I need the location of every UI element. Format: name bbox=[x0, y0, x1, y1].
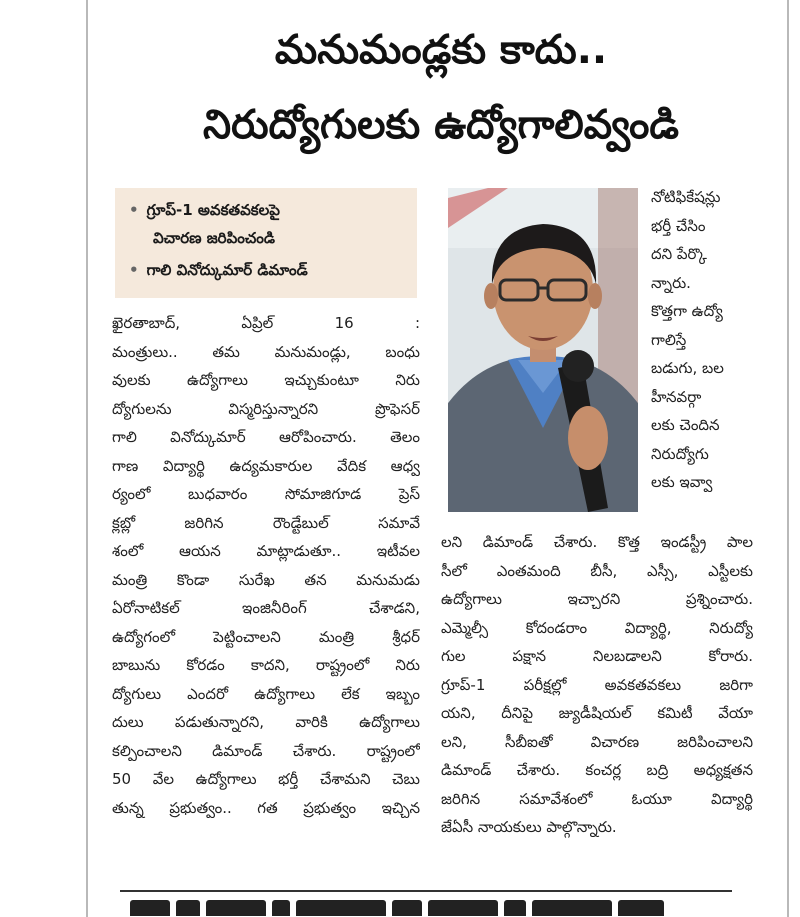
article-line: న్నారు. bbox=[651, 273, 691, 292]
article-line: 50 వేల ఉద్యోగాలు భర్తీ చేశామని చెబు bbox=[112, 770, 420, 788]
article-right-top-column bbox=[651, 183, 767, 497]
article-line: భర్తీ చేసిం bbox=[651, 216, 706, 235]
highlight-item-2-text: గాలి వినోద్కుమార్ డిమాండ్ bbox=[146, 261, 308, 279]
article-line: కొత్తగా ఉద్యో bbox=[651, 302, 723, 320]
article-line: గ్రూప్-1 పరీక్షల్లో అవకతవకలు జరిగా bbox=[441, 675, 753, 694]
article-line: వులకు ఉద్యోగాలు ఇచ్చుకుంటూ నిరు bbox=[112, 371, 420, 389]
article-line: తున్న ప్రభుత్వం.. గత ప్రభుత్వం ఇచ్చిన bbox=[112, 798, 420, 817]
article-line: మంత్రులు.. తమ మనుమండ్లు, బంధు bbox=[112, 342, 420, 361]
article-line: ర్యంలో బుధవారం సోమాజిగూడ ప్రెస్ bbox=[112, 485, 420, 503]
article-line: జరిగిన సమావేశంలో ఓయూ విద్యార్థి bbox=[441, 789, 753, 808]
speaker-photo bbox=[448, 188, 638, 512]
article-line: ఉద్యోగాలు ఇచ్చారని ప్రశ్నించారు. bbox=[441, 590, 753, 608]
highlight-item-1 bbox=[129, 198, 280, 222]
article-line: క్లబ్లో జరిగిన రౌండ్టేబుల్ సమావే bbox=[112, 513, 420, 532]
article-line: నోటిఫికేషన్లు bbox=[651, 188, 721, 206]
article-line: లని డిమాండ్ చేశారు. కొత్త ఇండస్ట్రీ పాల bbox=[441, 533, 753, 551]
article-line: గాలి వినోద్కుమార్ ఆరోపించారు. తెలం bbox=[112, 428, 420, 446]
next-headline-cutoff bbox=[130, 900, 730, 917]
article-line: నిరుద్యోగు bbox=[651, 444, 709, 463]
article-line: ద్యోగులు ఎందరో ఉద్యోగాలు లేక ఇబ్బం bbox=[112, 684, 420, 703]
article-line: శంలో ఆయన మాట్లాడుతూ.. ఇటీవల bbox=[112, 542, 420, 560]
article-line: ఉద్యోగంలో పెట్టించాలని మంత్రి శ్రీధర్ bbox=[112, 627, 420, 646]
article-line: యని, దీనిపై జ్యుడీషియల్ కమిటీ వేయా bbox=[441, 704, 753, 722]
article-line: సీలో ఎంతమంది బీసీ, ఎస్సీ, ఎస్టీలకు bbox=[441, 561, 753, 580]
article-line: కల్పించాలని డిమాండ్ చేశారు. రాష్ట్రంలో bbox=[112, 741, 420, 760]
article-line: ఏరోనాటికల్ ఇంజినీరింగ్ చేశాడని, bbox=[112, 599, 420, 617]
article-line: మంత్రి కొండా సురేఖ తన మనుమడు bbox=[112, 570, 420, 589]
highlights-box bbox=[115, 188, 417, 298]
article-left-column bbox=[112, 309, 420, 822]
article-line: ద్యోగులను విస్మరిస్తున్నారని ప్రొఫెసర్ bbox=[112, 399, 420, 418]
article-line: లకు చెందిన bbox=[651, 416, 720, 434]
headline-line-1: మనుమండ్లకు కాదు.. bbox=[274, 27, 608, 73]
page-right-edge bbox=[787, 0, 789, 917]
article-line: డిమాండ్ చేశారు. కంచర్ల బద్రి అధ్యక్షతన bbox=[441, 761, 753, 779]
bullet-icon: • bbox=[129, 261, 139, 279]
article-line: లని, సీబీఐతో విచారణ జరిపించాలని bbox=[441, 732, 753, 751]
article-line: గుల పక్షాన నిలబడాలని కోరారు. bbox=[441, 647, 753, 665]
article-line: దని పేర్కొ bbox=[651, 245, 707, 263]
article-line: ఎమ్మెల్సీ కోదండరాం విద్యార్థి, నిరుద్యో bbox=[441, 618, 753, 637]
article-line: దులు పడుతున్నారని, వారికి ఉద్యోగాలు bbox=[112, 713, 420, 731]
article-line: బాబును కోరడం కాదని, రాష్ట్రంలో నిరు bbox=[112, 656, 420, 674]
headline-line-2: నిరుద్యోగులకు ఉద్యోగాలివ్వండి bbox=[202, 102, 679, 148]
speaker-photo-drawing bbox=[448, 188, 638, 512]
article-line: హీనవర్గా bbox=[651, 387, 702, 406]
article-bottom-column bbox=[441, 528, 753, 842]
article-line: గాణ విద్యార్థి ఉద్యమకారుల వేదిక ఆధ్వ bbox=[112, 456, 420, 475]
article-line: లకు ఇవ్వా bbox=[651, 473, 713, 491]
article-line: జేఏసీ నాయకులు పాల్గొన్నారు. bbox=[441, 818, 617, 836]
highlight-item-2 bbox=[129, 258, 308, 282]
page-left-edge bbox=[86, 0, 88, 917]
highlight-item-1-line-2: విచారణ జరిపించండి bbox=[153, 229, 275, 247]
section-divider bbox=[120, 890, 732, 892]
article-line: ఖైరతాబాద్, ఏప్రిల్ 16 : bbox=[112, 314, 420, 332]
article-line: గాలిస్తే bbox=[651, 330, 687, 349]
highlight-item-1-line-1: గ్రూప్-1 అవకతవకలపై bbox=[146, 201, 280, 219]
bullet-icon: • bbox=[129, 201, 139, 219]
article-line: బడుగు, బల bbox=[651, 359, 724, 377]
